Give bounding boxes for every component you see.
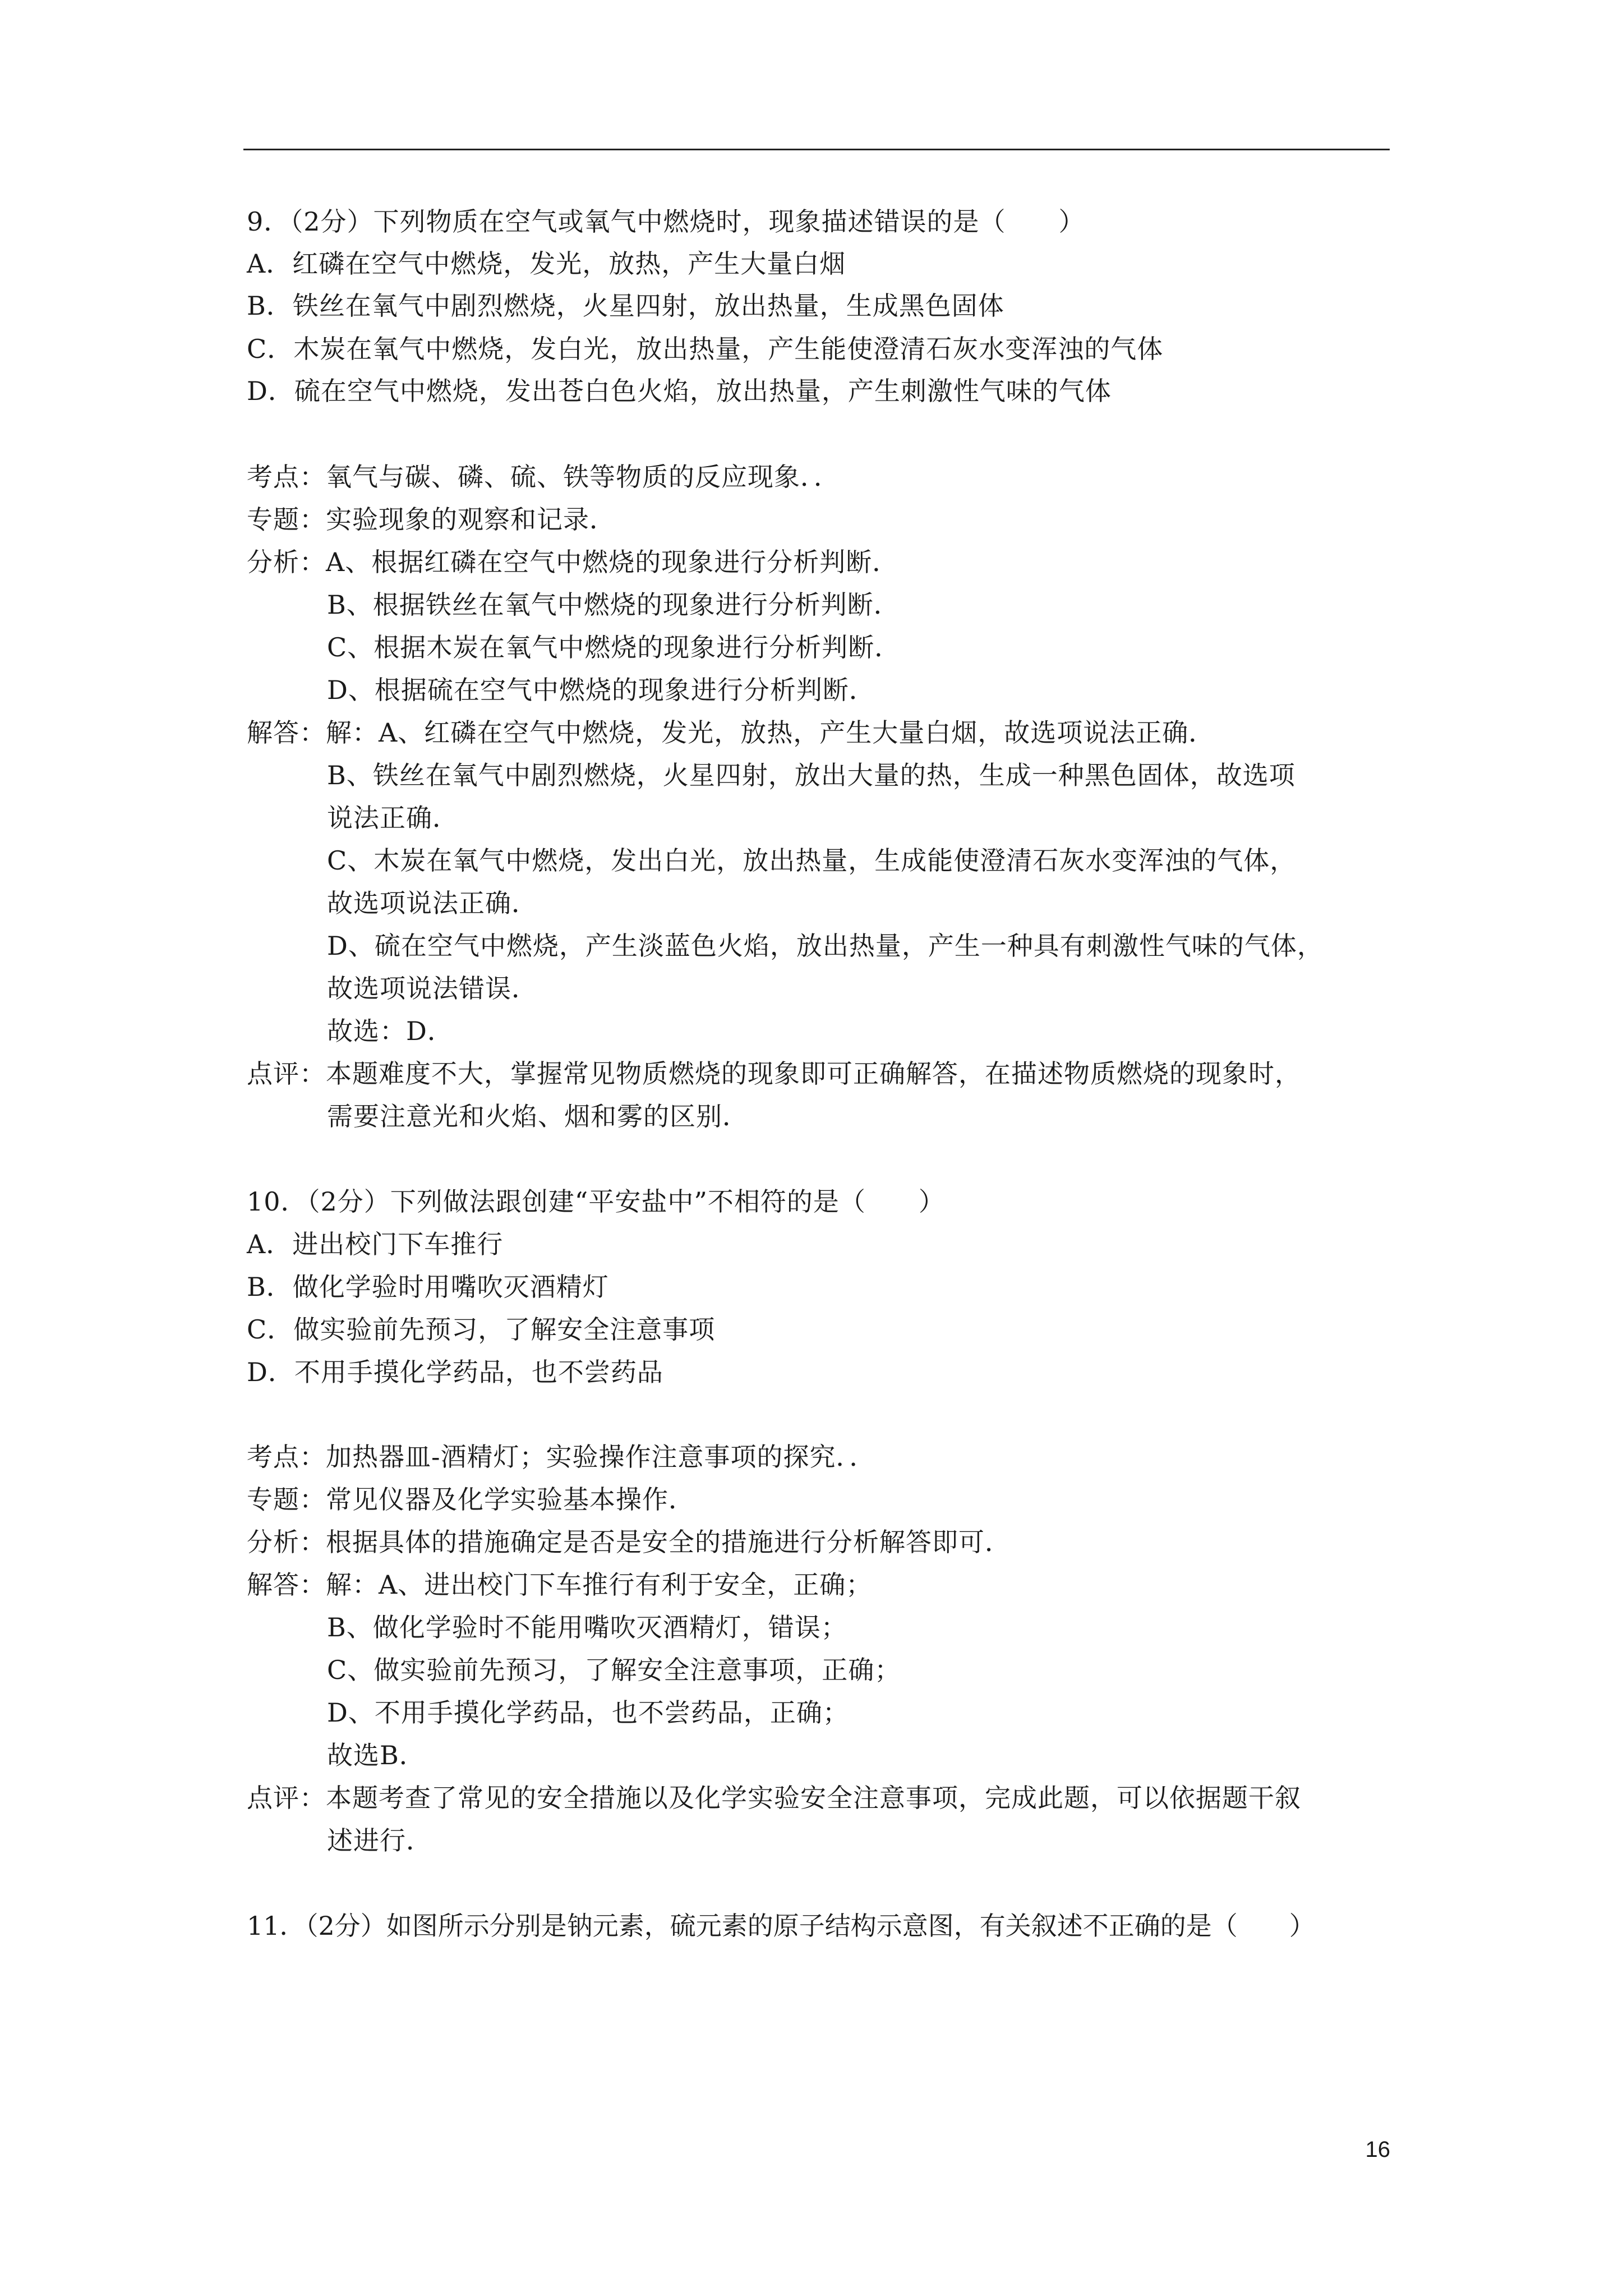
q9-jieda-line: B、铁丝在氧气中剧烈燃烧，火星四射，放出大量的热，生成一种黑色固体，故选项 xyxy=(327,760,1295,790)
q9-jieda-line: D、硫在空气中燃烧，产生淡蓝色火焰，放出热量，产生一种具有刺激性气味的气体， xyxy=(327,931,1324,961)
q9-stem: 9．（2分）下列物质在空气或氧气中燃烧时，现象描述错误的是（ ） xyxy=(247,206,1085,237)
q9-jieda-line: 故选项说法正确． xyxy=(327,888,538,918)
q9-option-c: C．木炭在氧气中燃烧，发白光，放出热量，产生能使澄清石灰水变浑浊的气体 xyxy=(247,334,1164,364)
q9-fenxi-line: D、根据硫在空气中燃烧的现象进行分析判断． xyxy=(327,675,875,705)
q11-stem: 11．（2分）如图所示分别是钠元素，硫元素的原子结构示意图，有关叙述不正确的是（ ） xyxy=(247,1911,1315,1941)
q9-kaodian: 考点：氧气与碳、磷、硫、铁等物质的反应现象．． xyxy=(247,462,840,492)
q9-jieda-line: 故选项说法错误． xyxy=(327,973,538,1004)
page-number: 16 xyxy=(1365,2137,1390,2162)
q10-option-c: C．做实验前先预习，了解安全注意事项 xyxy=(247,1314,716,1345)
q10-fenxi: 分析：根据具体的措施确定是否是安全的措施进行分析解答即可． xyxy=(247,1527,1011,1557)
q9-jieda-line: 说法正确． xyxy=(327,803,459,833)
q10-option-d: D．不用手摸化学药品，也不尝药品 xyxy=(247,1357,663,1387)
q10-option-b: B．做化学验时用嘴吹灭酒精灯 xyxy=(247,1272,609,1302)
q10-option-a: A．进出校门下车推行 xyxy=(247,1229,504,1259)
q9-option-a: A．红磷在空气中燃烧，发光，放热，产生大量白烟 xyxy=(247,249,846,279)
q10-jieda-line: 解答：解：A、进出校门下车推行有利于安全，正确； xyxy=(247,1570,873,1600)
q10-jieda-line: 故选B． xyxy=(327,1740,426,1770)
q9-dianping-line: 需要注意光和火焰、烟和雾的区别． xyxy=(327,1101,749,1131)
q10-kaodian: 考点：加热器皿-酒精灯；实验操作注意事项的探究．． xyxy=(247,1442,876,1472)
q9-fenxi-line: B、根据铁丝在氧气中燃烧的现象进行分析判断． xyxy=(327,590,900,620)
q10-stem: 10．（2分）下列做法跟创建“平安盐中”不相符的是（ ） xyxy=(247,1186,945,1217)
q9-option-b: B．铁丝在氧气中剧烈燃烧，火星四射，放出热量，生成黑色固体 xyxy=(247,291,1004,321)
q10-dianping-line: 点评：本题考查了常见的安全措施以及化学实验安全注意事项，完成此题，可以依据题干叙 xyxy=(247,1783,1301,1813)
q9-fenxi-line: C、根据木炭在氧气中燃烧的现象进行分析判断． xyxy=(327,632,901,662)
header-rule xyxy=(243,149,1390,150)
q10-jieda-line: C、做实验前先预习，了解安全注意事项，正确； xyxy=(327,1655,901,1685)
q9-jieda-line: 解答：解：A、红磷在空气中燃烧，发光，放热，产生大量白烟，故选项说法正确． xyxy=(247,717,1215,748)
q10-dianping-line: 述进行． xyxy=(327,1825,432,1856)
q10-jieda-line: B、做化学验时不能用嘴吹灭酒精灯，错误； xyxy=(327,1612,847,1642)
q9-dianping-line: 点评：本题难度不大，掌握常见物质燃烧的现象即可正确解答，在描述物质燃烧的现象时， xyxy=(247,1059,1301,1089)
q9-zhuanti: 专题：实验现象的观察和记录． xyxy=(247,504,616,535)
q9-fenxi-line: 分析：A、根据红磷在空气中燃烧的现象进行分析判断． xyxy=(247,547,899,577)
q9-option-d: D．硫在空气中燃烧，发出苍白色火焰，放出热量，产生刺激性气味的气体 xyxy=(247,376,1112,406)
q10-zhuanti: 专题：常见仪器及化学实验基本操作． xyxy=(247,1484,695,1515)
q9-jieda-line: 故选：D． xyxy=(327,1016,454,1046)
q9-jieda-line: C、木炭在氧气中燃烧，发出白光，放出热量，生成能使澄清石灰水变浑浊的气体， xyxy=(327,845,1297,876)
q10-jieda-line: D、不用手摸化学药品，也不尝药品，正确； xyxy=(327,1697,849,1728)
